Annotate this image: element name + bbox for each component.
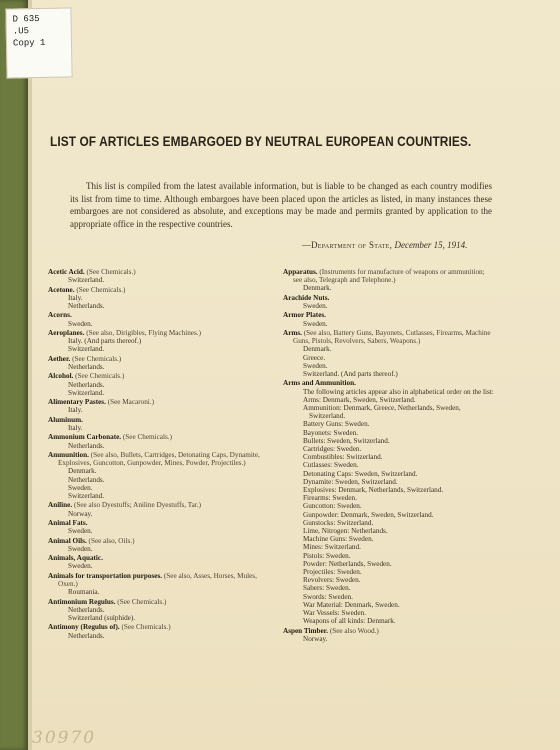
entry-note: (See also, Battery Guns, Bayonets, Cutlasses, Firearms, Machine Guns, Pistols, Revolvers, Sabers, Weapons.) — [293, 328, 491, 346]
entry-country-line: Arms: Denmark, Sweden, Switzerland. — [303, 395, 416, 404]
entry-note: (See also Wood.) — [329, 626, 379, 635]
entry-heading: Armor Plates. — [283, 311, 326, 320]
entry-country-line: The following articles appear also in alphabetical order on the list: — [303, 387, 494, 396]
list-entry — [48, 623, 260, 639]
entry-country-line: Firearms: Sweden. — [303, 494, 357, 503]
entry-country-line: Guncotton: Sweden. — [303, 502, 362, 511]
entry-country-line: Sweden. — [68, 544, 93, 553]
entry-country-line: Netherlands. — [68, 302, 105, 310]
entry-heading: Aluminum. — [48, 415, 83, 424]
entry-country-line: Switzerland. — [68, 345, 105, 354]
entry-country-line: Italy. — [68, 423, 83, 432]
entry-note: (See also, Dirigibles, Flying Machines.) — [86, 328, 201, 337]
entry-country-line: Roumania. — [68, 588, 100, 597]
entry-country-line: Swords: Sweden. — [303, 592, 353, 601]
list-entry — [48, 416, 260, 432]
entry-note: (See also, Asses, Horses, Mules, Oxen.) — [58, 571, 257, 588]
entry-heading: Acorns. — [48, 311, 72, 320]
entry-heading: Antimony (Regulus of). — [48, 623, 120, 632]
entry-country-line: Sweden. — [68, 319, 93, 328]
entry-heading: Animal Fats. — [48, 518, 88, 527]
entry-country-line: Mines: Switzerland. — [303, 543, 361, 552]
entry-country-line: Netherlands. — [68, 475, 105, 484]
entry-country-line: Revolvers: Sweden. — [303, 576, 361, 585]
call-label-line-3: Copy 1 — [12, 37, 46, 49]
entry-note: (See Chemicals.) — [72, 354, 122, 363]
left-column-list — [48, 268, 260, 641]
entry-heading: Animals for transportation purposes. — [48, 571, 163, 580]
list-entry — [48, 598, 260, 623]
entry-country-line: Combustibles: Switzerland. — [303, 453, 383, 462]
entry-heading: Acetic Acid. — [48, 268, 85, 276]
entry-country-line: Switzerland. — [68, 491, 105, 500]
entry-country-line: Lime, Nitrogen: Netherlands. — [303, 527, 388, 536]
dept-name: Department of State, — [311, 240, 393, 250]
entry-country-line: Gunstocks: Switzerland. — [303, 518, 374, 527]
entry-country-line: Sweden. — [303, 302, 328, 310]
entry-heading: Arms and Ammunition. — [283, 379, 356, 388]
entry-country-line: Bayonets: Sweden. — [303, 428, 359, 437]
entry-country-line: Netherlands. — [68, 605, 105, 614]
list-entry — [283, 268, 495, 293]
entry-country-line: Switzerland. (And parts thereof.) — [303, 370, 398, 378]
entry-country-line: Dynamite: Sweden, Switzerland. — [303, 477, 398, 486]
list-entry — [283, 311, 495, 327]
entry-country-line: Weapons of all kinds: Denmark. — [303, 617, 396, 626]
entry-note: (See Macaroni.) — [107, 398, 154, 407]
entry-heading: Antimonium Regulus. — [48, 597, 116, 606]
list-entry — [283, 329, 495, 378]
entry-country-line: Cutlasses: Sweden. — [303, 461, 359, 470]
entry-country-line: Sweden. — [303, 361, 328, 370]
entry-country-line: Netherlands. — [68, 631, 105, 640]
entry-country-line: Sweden. — [68, 527, 93, 536]
list-entry — [48, 572, 260, 597]
entry-heading: Apparatus. — [283, 268, 318, 276]
dept-date: December 15, 1914. — [394, 240, 468, 250]
entry-country-line: Sweden. — [68, 562, 93, 571]
list-entry — [48, 286, 260, 311]
call-label-line-1: D 635 — [12, 13, 40, 25]
department-signature — [302, 240, 467, 250]
library-call-number-label — [5, 7, 72, 78]
entry-heading: Alimentary Pastes. — [48, 398, 106, 407]
entry-country-line: Explosives: Denmark, Netherlands, Switzerland. — [303, 486, 444, 495]
list-entry — [48, 329, 260, 354]
entry-note: (See Chemicals.) — [122, 433, 172, 442]
entry-note: (See Chemicals.) — [75, 372, 125, 381]
list-entry — [48, 268, 260, 284]
entry-country-line: Netherlands. — [68, 362, 105, 371]
entry-heading: Arachide Nuts. — [283, 293, 330, 302]
entry-heading: Animals, Aquatic. — [48, 554, 103, 563]
entry-note: (See Chemicals.) — [117, 597, 167, 606]
entry-country-line: Projectiles: Sweden. — [303, 568, 362, 577]
entry-country-line: Machine Guns: Sweden. — [303, 535, 374, 544]
inventory-stamp: 30970 — [32, 728, 97, 748]
entry-country-line: Italy. (And parts thereof.) — [68, 337, 142, 346]
list-entry — [48, 537, 260, 553]
entry-country-line: Cartridges: Sweden. — [303, 445, 362, 454]
entry-note: (Instruments for manufacture of weapons or ammunition; see also, Telegraph and Telephone.) — [293, 268, 485, 285]
entry-heading: Aeroplanes. — [48, 328, 85, 337]
entry-country-line: Pistols: Sweden. — [303, 551, 351, 560]
list-entry — [48, 355, 260, 371]
call-label-line-2: .U5 — [12, 26, 30, 37]
entry-note: (See also, Oils.) — [88, 536, 135, 545]
entry-heading: Ammonium Carbonate. — [48, 433, 122, 442]
list-entry — [48, 554, 260, 570]
entry-country-line: Denmark. — [303, 345, 332, 354]
entry-country-line: Italy. — [68, 293, 83, 302]
entry-country-line: Denmark. — [303, 284, 332, 293]
entry-country-line: Gunpowder: Denmark, Sweden, Switzerland. — [303, 510, 434, 519]
binding-spine — [0, 0, 28, 750]
list-entry — [48, 433, 260, 449]
document-title: LIST OF ARTICLES EMBARGOED BY NEUTRAL EUROPEAN COUNTRIES. — [50, 134, 472, 149]
entry-note: (See also Dyestuffs; Aniline Dyestuffs, Tar.) — [73, 501, 202, 510]
entry-country-line: Norway. — [303, 634, 328, 643]
entry-country-line: Bullets: Sweden, Switzerland. — [303, 436, 390, 445]
entry-heading: Acetone. — [48, 285, 75, 294]
entry-heading: Aether. — [48, 354, 71, 363]
entry-country-line: Netherlands. — [68, 441, 105, 450]
list-entry — [283, 379, 495, 625]
list-entry — [48, 451, 260, 500]
entry-note: (See also, Bullets, Cartridges, Detonating Caps, Dynamite, Explosives, Guncotton, Gunpowder, Mines, Powder, Projectiles.) — [58, 450, 260, 468]
list-entry — [283, 627, 495, 643]
list-entry — [48, 311, 260, 327]
entry-country-line: War Material: Denmark, Sweden. — [303, 600, 400, 609]
entry-country-line: Switzerland. — [68, 388, 105, 397]
entry-note: (See Chemicals.) — [121, 623, 171, 632]
entry-heading: Animal Oils. — [48, 536, 87, 545]
entry-country-line: Norway. — [68, 509, 93, 518]
entry-note: (See Chemicals.) — [76, 285, 126, 294]
entry-country-line: Switzerland (sulphide). — [68, 613, 136, 622]
entry-country-line: Sabers: Sweden. — [303, 584, 351, 593]
entry-heading: Alcohol. — [48, 372, 74, 381]
entry-country-line: Battery Guns: Sweden. — [303, 420, 370, 429]
list-entry — [48, 398, 260, 414]
entry-country-line: War Vessels: Sweden. — [303, 609, 366, 618]
list-entry — [48, 501, 260, 517]
right-column-list — [283, 268, 495, 644]
list-entry — [48, 519, 260, 535]
entry-country-line: Greece. — [303, 353, 326, 362]
entry-heading: Arms. — [283, 328, 302, 337]
entry-country-line: Denmark. — [68, 467, 97, 476]
entry-country-line: Detonating Caps: Sweden, Switzerland. — [303, 469, 418, 478]
entry-country-line: Italy. — [68, 406, 83, 415]
entry-heading: Aniline. — [48, 501, 73, 510]
entry-heading: Ammunition. — [48, 450, 89, 459]
entry-country-line: Powder: Netherlands, Sweden. — [303, 559, 392, 568]
entry-country-line: Netherlands. — [68, 380, 105, 389]
dept-prefix: — — [302, 240, 311, 250]
list-entry — [48, 372, 260, 397]
entry-country-line: Sweden. — [68, 483, 93, 492]
entry-note: (See Chemicals.) — [86, 268, 136, 276]
entry-heading: Aspen Timber. — [283, 626, 329, 635]
entry-country-line: Ammunition: Denmark, Greece, Netherlands, Sweden, Switzerland. — [303, 404, 461, 421]
entry-country-line: Switzerland. — [68, 276, 105, 285]
list-entry — [283, 294, 495, 310]
intro-paragraph: This list is compiled from the latest available information, but is liable to be changed as each country modifies its list from time to time. Although embargoes have been placed upon the articles as listed, in many instances these embargoes are not considered as absolute, and exceptions may be made and permits granted by application to the appropriate office in the respective countries. — [70, 181, 492, 229]
entry-country-line: Sweden. — [303, 319, 328, 328]
